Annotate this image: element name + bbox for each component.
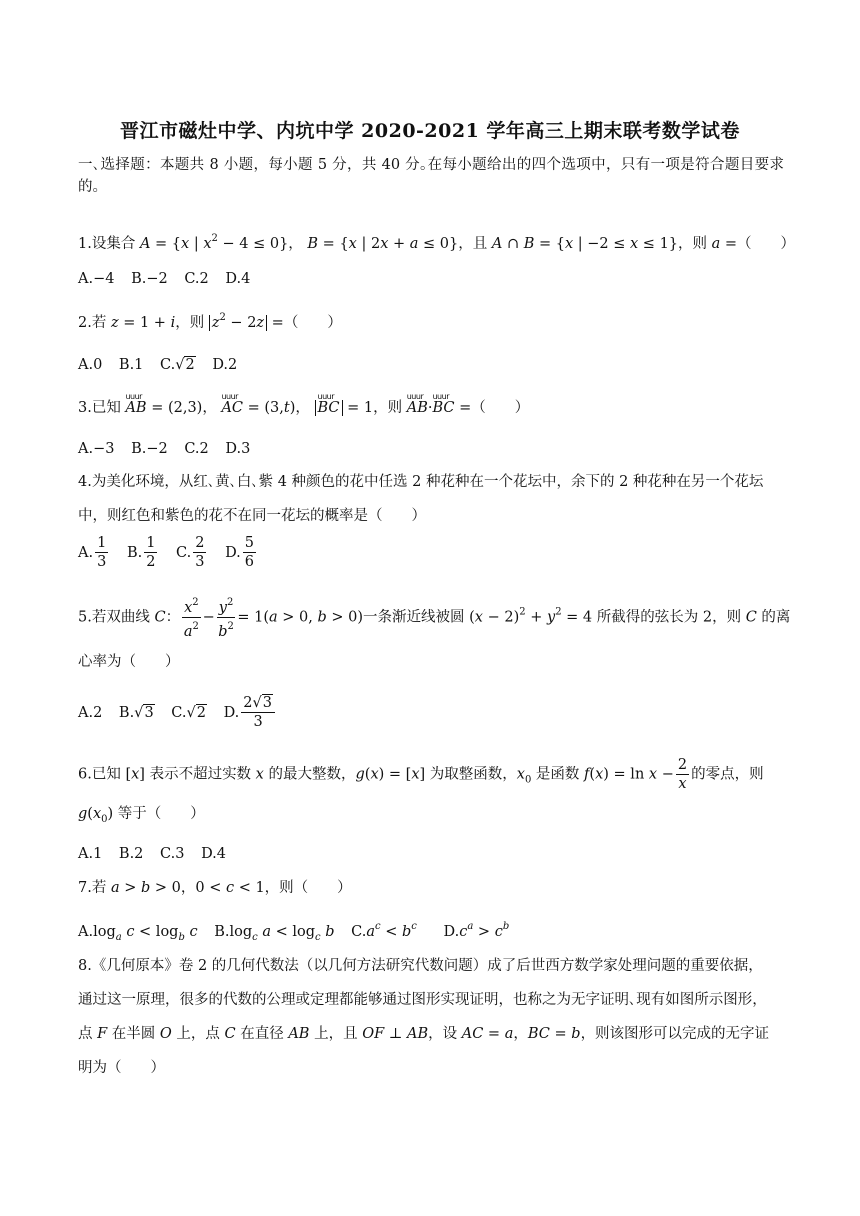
q7-option-b[interactable]: $B.\log_c$ $a < \log_c b$ <box>214 924 335 943</box>
q4-option-c[interactable]: C. $\frac{2}{3}$ <box>176 535 205 570</box>
q4-option-a[interactable]: A. $\frac{1}{3}$ <box>78 535 107 570</box>
q7-options <box>78 916 784 949</box>
question-6: 6.已知 [x] 表示不超过实数 x 的最大整数，g(x) = [x] 为取整函数，$x_0$ 是函数 f(x) = ln x − $\frac{2}{x}$ 的零点，则 <box>78 757 764 792</box>
section-heading: 一､选择题：本题共 8 小题，每小题 5 分，共 40 分｡在每小题给出的四个选项中，只有一项是符合题目要求的｡ <box>78 157 784 195</box>
q5-option-c[interactable]: C.√2 <box>171 704 206 721</box>
q7-option-d[interactable]: $D.c^a > c^b$ <box>443 921 510 940</box>
question-3: 3.已知 uuur AB = (2,3)， uuur AC = (3,t)， uuur BC = 1，则 uuur AB· uuur BC =（ ） <box>78 392 530 416</box>
q1-option-b[interactable]: B.−2 <box>131 271 168 287</box>
q3-option-a[interactable]: A.−3 <box>78 441 115 457</box>
q2-option-a[interactable]: A.0 <box>78 357 103 373</box>
q1-options <box>78 268 784 290</box>
q3-option-b[interactable]: B.−2 <box>131 441 168 457</box>
question-2: 2.若 z = 1 + i，则 $z^2 - 2z$ =（ ） <box>78 312 342 331</box>
q8-line-2: 通过这一原理，很多的代数的公理或定理都能够通过图形实现证明，也称之为无字证明､现有如图所示图形， <box>78 992 767 1008</box>
q6-option-c[interactable]: C.3 <box>160 846 185 862</box>
q6-line-2: $g(x_0)$ 等于（ ） <box>78 806 205 825</box>
question-5: 5.若双曲线 C： $\frac{x^2}{a^2}$ − $\frac{y^2}{b^2}$ = 1(a > 0, b > 0)一条渐近线被圆 $(x - 2)^2 + y^2 = 4$ 所截得的弦长为 2，则 C 的离 <box>78 594 784 641</box>
q7-option-c[interactable]: $C.a^c < b^c$ <box>351 921 417 940</box>
q3-option-c[interactable]: C.2 <box>184 441 209 457</box>
q1-option-d[interactable]: D.4 <box>225 271 251 287</box>
q8-line-4: 明为（ ） <box>78 1060 165 1076</box>
q7-option-a[interactable]: $A.\log_a$ $c < \log_b c$ <box>78 924 198 943</box>
q2-options <box>78 354 784 376</box>
question-7: 7.若 a > b > 0，0 < c < 1，则（ ） <box>78 880 352 896</box>
q5-option-d[interactable]: D. $\frac{2√3}{3}$ <box>224 705 277 721</box>
q6-options <box>78 843 784 865</box>
q6-option-a[interactable]: A.1 <box>78 846 103 862</box>
q5-options <box>78 694 784 731</box>
q3-option-d[interactable]: D.3 <box>225 441 251 457</box>
q4-option-b[interactable]: B. $\frac{1}{2}$ <box>126 535 156 570</box>
q5-option-b[interactable]: B.√3 <box>118 704 154 721</box>
question-1: 1.设集合 A = {x | $x^2 - 4 \le 0$}， B = {x | 2x + a ≤ 0}，且 A ∩ B = {x | −2 ≤ x ≤ 1}，则 a =（ ） <box>78 233 796 252</box>
q1-option-a[interactable]: A.−4 <box>78 271 115 287</box>
q6-option-d[interactable]: D.4 <box>201 846 227 862</box>
q4-line-2: 中，则红色和紫色的花不在同一花坛的概率是（ ） <box>78 508 426 524</box>
q3-options <box>78 438 784 460</box>
q5-line-2: 心率为（ ） <box>78 654 180 670</box>
q1-prefix: 1.设集合 <box>78 236 140 252</box>
q4-line-1: 4.为美化环境，从红､黄､白､紫 4 种颜色的花中任选 2 种花种在一个花坛中，余下的 2 种花种在另一个花坛 <box>78 474 764 490</box>
q4-option-d[interactable]: D. $\frac{5}{6}$ <box>225 535 255 570</box>
q2-option-c[interactable]: C.√2 <box>160 357 195 373</box>
q8-line-1: 8.《几何原本》卷 2 的几何代数法（以几何方法研究代数问题）成了后世西方数学家处理问题的重要依据， <box>78 958 763 974</box>
q2-option-b[interactable]: B.1 <box>118 357 144 373</box>
q8-line-3: 点 F 在半圆 O 上，点 C 在直径 AB 上，且 OF ⊥ AB，设 AC = a，BC = b，则该图形可以完成的无字证 <box>78 1026 770 1042</box>
q4-options <box>78 534 784 571</box>
page-title: 晋江市磁灶中学、内坑中学 2020-2021 学年高三上期末联考数学试卷 <box>120 120 740 142</box>
q5-option-a[interactable]: A.2 <box>78 704 103 721</box>
q1-option-c[interactable]: C.2 <box>184 271 209 287</box>
q2-option-d[interactable]: D.2 <box>212 357 238 373</box>
q6-option-b[interactable]: B.2 <box>118 846 144 862</box>
